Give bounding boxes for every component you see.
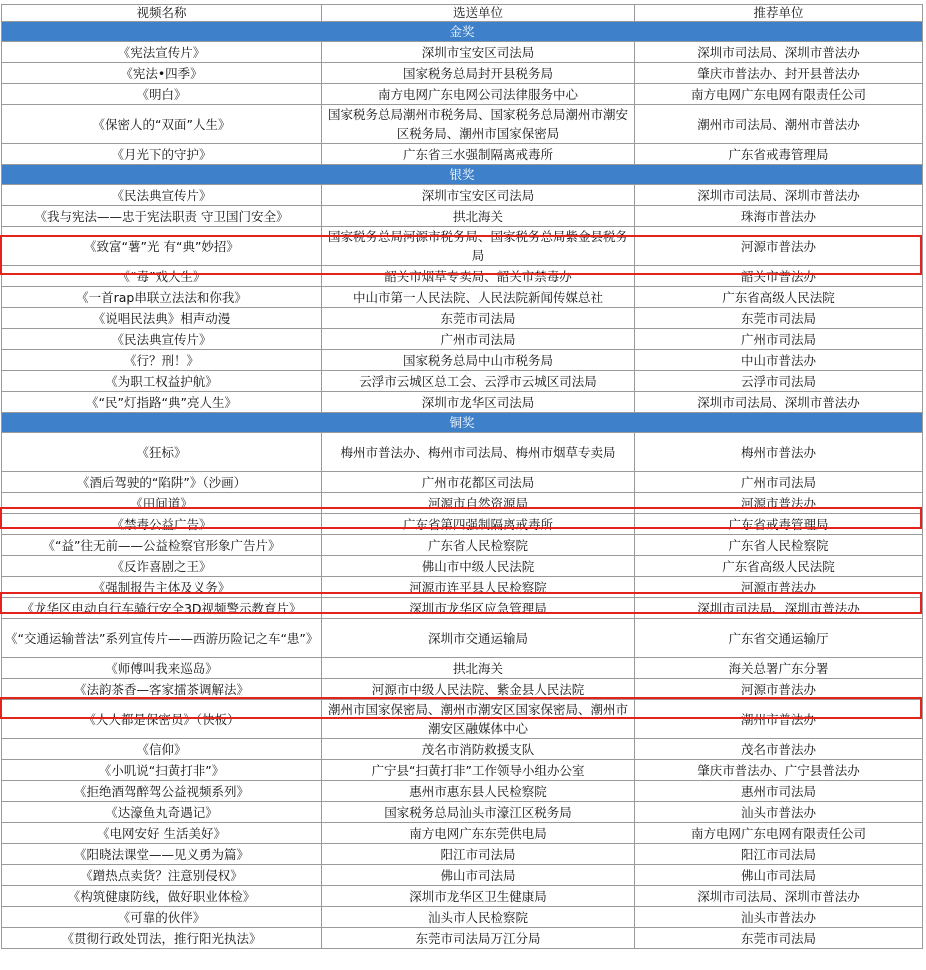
submitting-unit-cell: 广东省三水强制隔离戒毒所	[322, 144, 635, 165]
submitting-unit-cell: 深圳市龙华区司法局	[322, 392, 635, 413]
recommending-unit-cell: 汕头市普法办	[635, 802, 923, 823]
recommending-unit-cell: 广东省交通运输厅	[635, 619, 923, 658]
video-name-cell: 《民法典宣传片》	[2, 185, 322, 206]
recommending-unit-cell: 广东省戒毒管理局	[635, 144, 923, 165]
table-row	[2, 823, 923, 844]
recommending-unit-cell: 深圳市司法局、深圳市普法办	[635, 886, 923, 907]
submitting-unit-cell: 汕头市人民检察院	[322, 907, 635, 928]
video-name-cell: 《贯彻行政处罚法，推行阳光执法》	[2, 928, 322, 949]
table-row	[2, 907, 923, 928]
recommending-unit-cell: 茂名市普法办	[635, 739, 923, 760]
recommending-unit-cell: 广东省戒毒管理局	[635, 514, 923, 535]
section-title: 金奖	[2, 22, 923, 42]
video-name-cell: 《“交通运输普法”系列宣传片——西游历险记之车“患”》	[2, 619, 322, 658]
submitting-unit-cell: 河源市自然资源局	[322, 493, 635, 514]
section-title: 银奖	[2, 165, 923, 185]
submitting-unit-cell: 东莞市司法局	[322, 308, 635, 329]
submitting-unit-cell: 阳江市司法局	[322, 844, 635, 865]
recommending-unit-cell: 深圳市司法局、深圳市普法办	[635, 392, 923, 413]
section-header-row	[2, 165, 923, 185]
table-row	[2, 556, 923, 577]
video-name-cell: 《民法典宣传片》	[2, 329, 322, 350]
video-name-cell: 《强制报告主体及义务》	[2, 577, 322, 598]
table-row	[2, 865, 923, 886]
recommending-unit-cell: 南方电网广东电网有限责任公司	[635, 823, 923, 844]
submitting-unit-cell: 深圳市龙华区卫生健康局	[322, 886, 635, 907]
table-row	[2, 392, 923, 413]
table-row	[2, 760, 923, 781]
submitting-unit-cell: 潮州市国家保密局、潮州市潮安区国家保密局、潮州市潮安区融媒体中心	[322, 700, 635, 739]
submitting-unit-cell: 国家税务总局河源市税务局、国家税务总局紫金县税务局	[322, 227, 635, 266]
video-name-cell: 《人人都是保密员》（快板）	[2, 700, 322, 739]
table-row	[2, 472, 923, 493]
submitting-unit-cell: 广宁县“扫黄打非”工作领导小组办公室	[322, 760, 635, 781]
table-row	[2, 577, 923, 598]
recommending-unit-cell: 深圳市司法局、深圳市普法办	[635, 42, 923, 63]
recommending-unit-cell: 珠海市普法办	[635, 206, 923, 227]
submitting-unit-cell: 佛山市司法局	[322, 865, 635, 886]
video-name-cell: 《蹭热点卖货？注意别侵权》	[2, 865, 322, 886]
video-name-cell: 《“毒”戏人生》	[2, 266, 322, 287]
table-row	[2, 514, 923, 535]
table-row	[2, 802, 923, 823]
video-name-cell: 《信仰》	[2, 739, 322, 760]
table-row	[2, 185, 923, 206]
recommending-unit-cell: 南方电网广东电网有限责任公司	[635, 84, 923, 105]
table-row	[2, 144, 923, 165]
table-row	[2, 350, 923, 371]
table-row	[2, 493, 923, 514]
video-name-cell: 《酒后驾驶的“陷阱”》（沙画）	[2, 472, 322, 493]
video-name-cell: 《龙华区电动自行车骑行安全3D视频警示教育片》	[2, 598, 322, 619]
submitting-unit-cell: 南方电网广东电网公司法律服务中心	[322, 84, 635, 105]
recommending-unit-cell: 广州市司法局	[635, 329, 923, 350]
table-row	[2, 433, 923, 472]
header-row	[2, 5, 923, 22]
table-row	[2, 658, 923, 679]
table-row	[2, 535, 923, 556]
section-title: 铜奖	[2, 413, 923, 433]
submitting-unit-cell: 佛山市中级人民法院	[322, 556, 635, 577]
recommending-unit-cell: 东莞市司法局	[635, 308, 923, 329]
submitting-unit-cell: 东莞市司法局万江分局	[322, 928, 635, 949]
table-row	[2, 287, 923, 308]
video-name-cell: 《达濠鱼丸奇遇记》	[2, 802, 322, 823]
recommending-unit-cell: 惠州市司法局	[635, 781, 923, 802]
video-name-cell: 《师傅叫我来巡岛》	[2, 658, 322, 679]
table-row	[2, 739, 923, 760]
submitting-unit-cell: 深圳市龙华区应急管理局	[322, 598, 635, 619]
submitting-unit-cell: 茂名市消防救援支队	[322, 739, 635, 760]
video-name-cell: 《致富“薯”光 有“典”妙招》	[2, 227, 322, 266]
submitting-unit-cell: 拱北海关	[322, 658, 635, 679]
table-row	[2, 700, 923, 739]
table-row	[2, 227, 923, 266]
recommending-unit-cell: 汕头市普法办	[635, 907, 923, 928]
header-submitting-unit: 选送单位	[322, 5, 635, 22]
video-name-cell: 《说唱民法典》相声动漫	[2, 308, 322, 329]
recommending-unit-cell: 韶关市普法办	[635, 266, 923, 287]
video-name-cell: 《我与宪法——忠于宪法职责 守卫国门安全》	[2, 206, 322, 227]
table-row	[2, 308, 923, 329]
table-row	[2, 266, 923, 287]
video-name-cell: 《小叽说“扫黄打非”》	[2, 760, 322, 781]
recommending-unit-cell: 广州市司法局	[635, 472, 923, 493]
recommending-unit-cell: 佛山市司法局	[635, 865, 923, 886]
submitting-unit-cell: 韶关市烟草专卖局、韶关市禁毒办	[322, 266, 635, 287]
video-name-cell: 《月光下的守护》	[2, 144, 322, 165]
submitting-unit-cell: 国家税务总局潮州市税务局、国家税务总局潮州市潮安区税务局、潮州市国家保密局	[322, 105, 635, 144]
recommending-unit-cell: 河源市普法办	[635, 227, 923, 266]
video-name-cell: 《拒绝酒驾醉驾公益视频系列》	[2, 781, 322, 802]
video-name-cell: 《田间道》	[2, 493, 322, 514]
recommending-unit-cell: 深圳市司法局、深圳市普法办	[635, 185, 923, 206]
submitting-unit-cell: 国家税务总局中山市税务局	[322, 350, 635, 371]
submitting-unit-cell: 河源市连平县人民检察院	[322, 577, 635, 598]
video-name-cell: 《为职工权益护航》	[2, 371, 322, 392]
submitting-unit-cell: 国家税务总局汕头市濠江区税务局	[322, 802, 635, 823]
table-row	[2, 598, 923, 619]
submitting-unit-cell: 云浮市云城区总工会、云浮市云城区司法局	[322, 371, 635, 392]
video-name-cell: 《“益”往无前——公益检察官形象广告片》	[2, 535, 322, 556]
recommending-unit-cell: 广东省高级人民法院	[635, 556, 923, 577]
table-row	[2, 84, 923, 105]
submitting-unit-cell: 中山市第一人民法院、人民法院新闻传媒总社	[322, 287, 635, 308]
submitting-unit-cell: 惠州市惠东县人民检察院	[322, 781, 635, 802]
submitting-unit-cell: 广州市花都区司法局	[322, 472, 635, 493]
video-name-cell: 《禁毒公益广告》	[2, 514, 322, 535]
recommending-unit-cell: 东莞市司法局	[635, 928, 923, 949]
submitting-unit-cell: 广州市司法局	[322, 329, 635, 350]
table-row	[2, 679, 923, 700]
table-row	[2, 63, 923, 84]
table-row	[2, 928, 923, 949]
submitting-unit-cell: 深圳市宝安区司法局	[322, 185, 635, 206]
video-name-cell: 《阳晓法课堂——见义勇为篇》	[2, 844, 322, 865]
recommending-unit-cell: 广东省人民检察院	[635, 535, 923, 556]
submitting-unit-cell: 广东省人民检察院	[322, 535, 635, 556]
table-row	[2, 329, 923, 350]
submitting-unit-cell: 广东省第四强制隔离戒毒所	[322, 514, 635, 535]
table-row	[2, 886, 923, 907]
recommending-unit-cell: 海关总署广东分署	[635, 658, 923, 679]
table-row	[2, 371, 923, 392]
video-name-cell: 《宪法•四季》	[2, 63, 322, 84]
submitting-unit-cell: 南方电网广东东莞供电局	[322, 823, 635, 844]
recommending-unit-cell: 河源市普法办	[635, 577, 923, 598]
recommending-unit-cell: 肇庆市普法办、广宁县普法办	[635, 760, 923, 781]
header-recommending-unit: 推荐单位	[635, 5, 923, 22]
table-row	[2, 42, 923, 63]
recommending-unit-cell: 河源市普法办	[635, 493, 923, 514]
video-name-cell: 《一首rap串联立法法和你我》	[2, 287, 322, 308]
recommending-unit-cell: 阳江市司法局	[635, 844, 923, 865]
table-row	[2, 619, 923, 658]
video-name-cell: 《保密人的“双面”人生》	[2, 105, 322, 144]
video-name-cell: 《宪法宣传片》	[2, 42, 322, 63]
video-name-cell: 《明白》	[2, 84, 322, 105]
table-row	[2, 781, 923, 802]
submitting-unit-cell: 河源市中级人民法院、紫金县人民法院	[322, 679, 635, 700]
header-video-name: 视频名称	[2, 5, 322, 22]
recommending-unit-cell: 中山市普法办	[635, 350, 923, 371]
video-name-cell: 《可靠的伙伴》	[2, 907, 322, 928]
section-header-row	[2, 413, 923, 433]
table-row	[2, 105, 923, 144]
submitting-unit-cell: 深圳市宝安区司法局	[322, 42, 635, 63]
video-name-cell: 《构筑健康防线，做好职业体检》	[2, 886, 322, 907]
section-header-row	[2, 22, 923, 42]
recommending-unit-cell: 深圳市司法局、深圳市普法办	[635, 598, 923, 619]
video-name-cell: 《“民”灯指路“典”亮人生》	[2, 392, 322, 413]
submitting-unit-cell: 深圳市交通运输局	[322, 619, 635, 658]
video-name-cell: 《行？刑！》	[2, 350, 322, 371]
recommending-unit-cell: 潮州市司法局、潮州市普法办	[635, 105, 923, 144]
submitting-unit-cell: 国家税务总局封开县税务局	[322, 63, 635, 84]
awards-table	[1, 4, 923, 949]
recommending-unit-cell: 云浮市司法局	[635, 371, 923, 392]
recommending-unit-cell: 肇庆市普法办、封开县普法办	[635, 63, 923, 84]
submitting-unit-cell: 拱北海关	[322, 206, 635, 227]
recommending-unit-cell: 河源市普法办	[635, 679, 923, 700]
recommending-unit-cell: 广东省高级人民法院	[635, 287, 923, 308]
recommending-unit-cell: 潮州市普法办	[635, 700, 923, 739]
recommending-unit-cell: 梅州市普法办	[635, 433, 923, 472]
submitting-unit-cell: 梅州市普法办、梅州市司法局、梅州市烟草专卖局	[322, 433, 635, 472]
video-name-cell: 《电网安好 生活美好》	[2, 823, 322, 844]
video-name-cell: 《反诈喜剧之王》	[2, 556, 322, 577]
table-row	[2, 844, 923, 865]
video-name-cell: 《狂标》	[2, 433, 322, 472]
video-name-cell: 《法韵茶香—客家擂茶调解法》	[2, 679, 322, 700]
table-row	[2, 206, 923, 227]
